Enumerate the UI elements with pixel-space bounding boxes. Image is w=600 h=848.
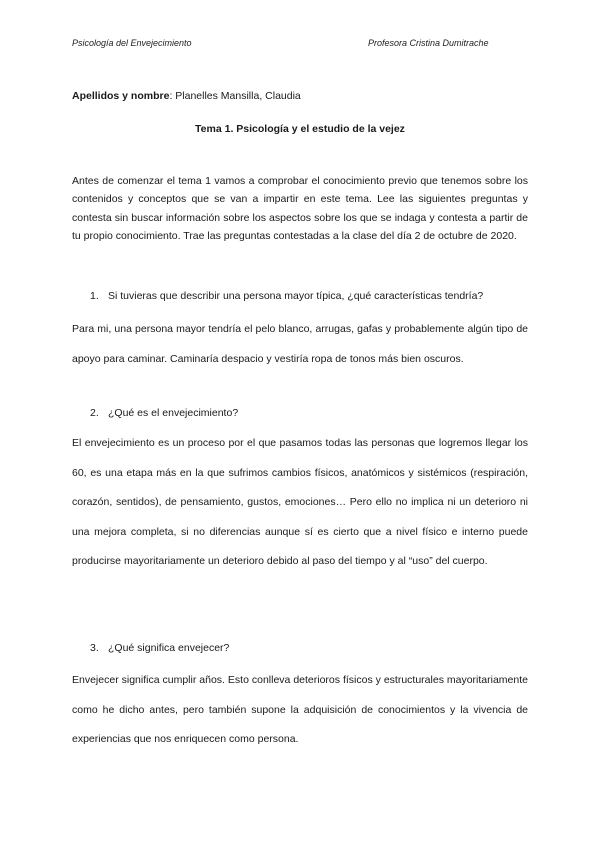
student-line — [72, 90, 301, 102]
page-header — [72, 38, 532, 52]
answer-3: Envejecer significa cumplir años. Esto conlleva deterioros físicos y estructurales mayoritariamente como he dicho antes, pero también supone la adquisición de conocimientos y la vivencia de experiencias que nos enriquecen como persona. — [72, 674, 528, 745]
answer-2: El envejecimiento es un proceso por el que pasamos todas las personas que logremos llegar los 60, es una etapa más en la que sufrimos cambios físicos, anatómicos y sistémicos (respiración, corazón, sentidos), de pensamiento, gustos, emociones… Pero ello no implica ni un deterioro ni una mejora completa, si no diferencias aunque sí es cierto que a nivel físico e interno puede producirse mayoritariamente un deterioro debido al paso del tiempo y al “uso” del cuerpo. — [72, 437, 528, 567]
question-number: 2. — [90, 407, 99, 419]
question-text: ¿Qué significa envejecer? — [108, 642, 230, 654]
student-label: Apellidos y nombre — [72, 90, 170, 102]
document-title: Tema 1. Psicología y el estudio de la vejez — [195, 123, 405, 135]
question-2 — [90, 407, 238, 419]
teacher-name: Profesora Cristina Dumitrache — [368, 38, 489, 48]
question-text: ¿Qué es el envejecimiento? — [108, 407, 239, 419]
student-name: : Planelles Mansilla, Claudia — [169, 90, 301, 102]
intro-paragraph: Antes de comenzar el tema 1 vamos a comprobar el conocimiento previo que tenemos sobre los contenidos y conceptos que se van a impartir en este tema. Lee las siguientes preguntas y contesta sin buscar información sobre los aspectos sobre los que se indaga y contesta a partir de tu propio conocimiento. Trae las preguntas contestadas a la clase del día 2 de octubre de 2020. — [72, 175, 528, 242]
question-text: Si tuvieras que describir una persona mayor típica, ¿qué características tendría? — [108, 290, 484, 302]
answer-1: Para mi, una persona mayor tendría el pelo blanco, arrugas, gafas y probablemente algún tipo de apoyo para caminar. Caminaría despacio y vestiría ropa de tonos más bien oscuros. — [72, 323, 528, 365]
question-3 — [90, 642, 229, 654]
course-name: Psicología del Envejecimiento — [72, 38, 192, 48]
question-number: 3. — [90, 642, 99, 654]
question-1 — [90, 290, 483, 302]
question-number: 1. — [90, 290, 99, 302]
